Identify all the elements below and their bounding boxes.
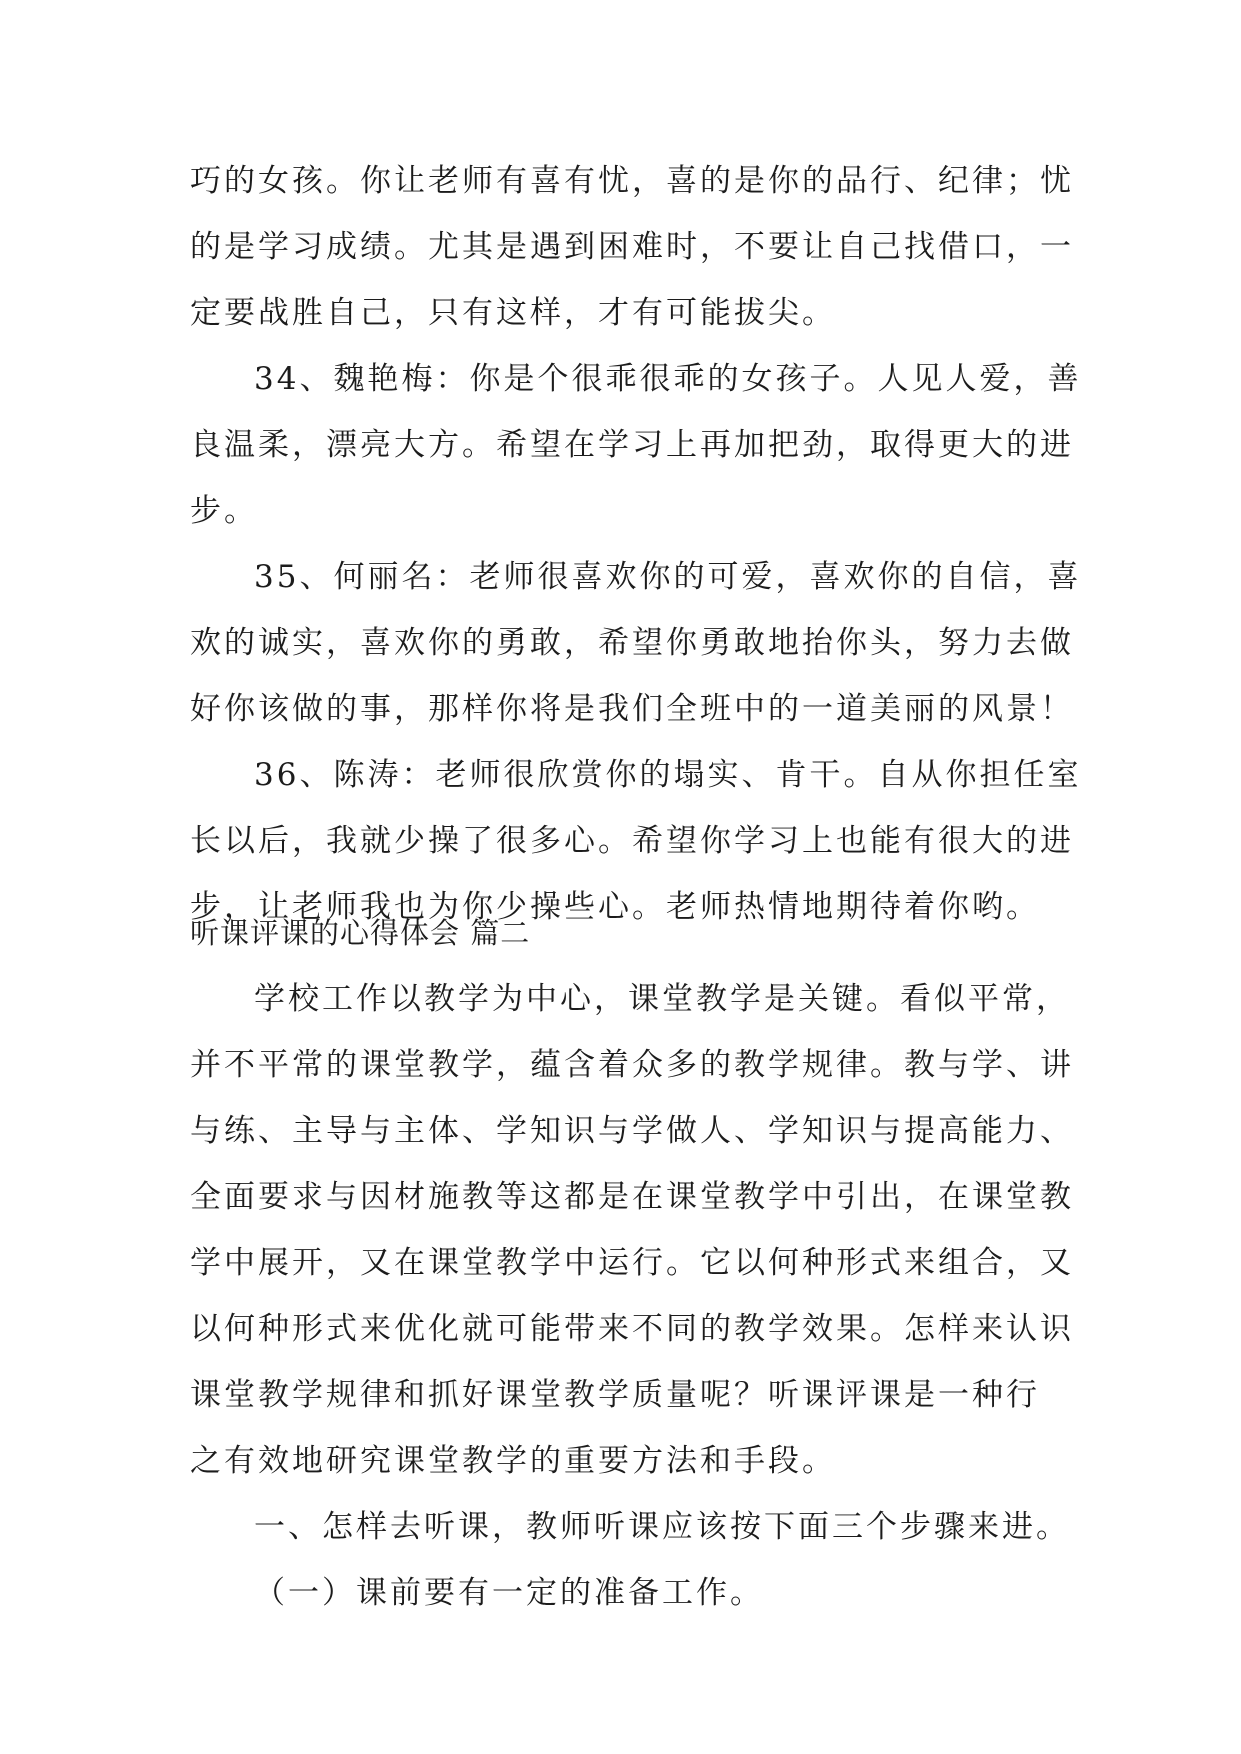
paragraph-continuation [190,148,1074,346]
paragraph-intro [190,966,1074,1494]
text-line: 步，让老师我也为你少操些心。老师热情地期待着你哟。 [190,889,1040,925]
text-line: 学中展开，又在课堂教学中运行。它以何种形式来组合，又 [190,1245,1074,1281]
text-line: 全面要求与因材施教等这都是在课堂教学中引出，在课堂教 [190,1179,1074,1215]
text-line: 课堂教学规律和抓好课堂教学质量呢？听课评课是一种行 [190,1377,1040,1413]
paragraph-comment-35 [190,544,1082,742]
text-line: 学校工作以教学为中心，课堂教学是关键。看似平常， [254,981,1070,1017]
text-line: 好你该做的事，那样你将是我们全班中的一道美丽的风景！ [190,691,1074,727]
paragraph-sub-one [190,1560,1060,1626]
text-line: 欢的诚实，喜欢你的勇敢，希望你勇敢地抬你头，努力去做 [190,625,1074,661]
text-line: 的是学习成绩。尤其是遇到困难时，不要让自己找借口，一 [190,229,1074,265]
text-line: （一）课前要有一定的准备工作。 [254,1575,764,1611]
text-line: 34、魏艳梅：你是个很乖很乖的女孩子。人见人爱，善 [254,361,1082,397]
text-line: 定要战胜自己，只有这样，才有可能拔尖。 [190,295,836,331]
text-line: 步。 [190,493,258,529]
text-line: 一、怎样去听课，教师听课应该按下面三个步骤来进。 [254,1509,1070,1545]
paragraph-step-one [190,1494,1070,1560]
paragraph-comment-34 [190,346,1082,544]
text-line: 与练、主导与主体、学知识与学做人、学知识与提高能力、 [190,1113,1074,1149]
text-line: 以何种形式来优化就可能带来不同的教学效果。怎样来认识 [190,1311,1074,1347]
text-line: 良温柔，漂亮大方。希望在学习上再加把劲，取得更大的进 [190,427,1074,463]
comments-section [190,148,1082,940]
text-line: 巧的女孩。你让老师有喜有忧，喜的是你的品行、纪律；忧 [190,163,1074,199]
text-line: 36、陈涛：老师很欣赏你的塌实、肯干。自从你担任室 [254,757,1082,793]
text-line: 并不平常的课堂教学，蕴含着众多的教学规律。教与学、讲 [190,1047,1074,1083]
text-line: 35、何丽名：老师很喜欢你的可爱，喜欢你的自信，喜 [254,559,1082,595]
text-line: 长以后，我就少操了很多心。希望你学习上也能有很大的进 [190,823,1074,859]
section-heading: 听课评课的心得体会 篇二 [190,916,531,950]
text-line: 之有效地研究课堂教学的重要方法和手段。 [190,1443,836,1479]
essay-section [190,900,1074,1626]
